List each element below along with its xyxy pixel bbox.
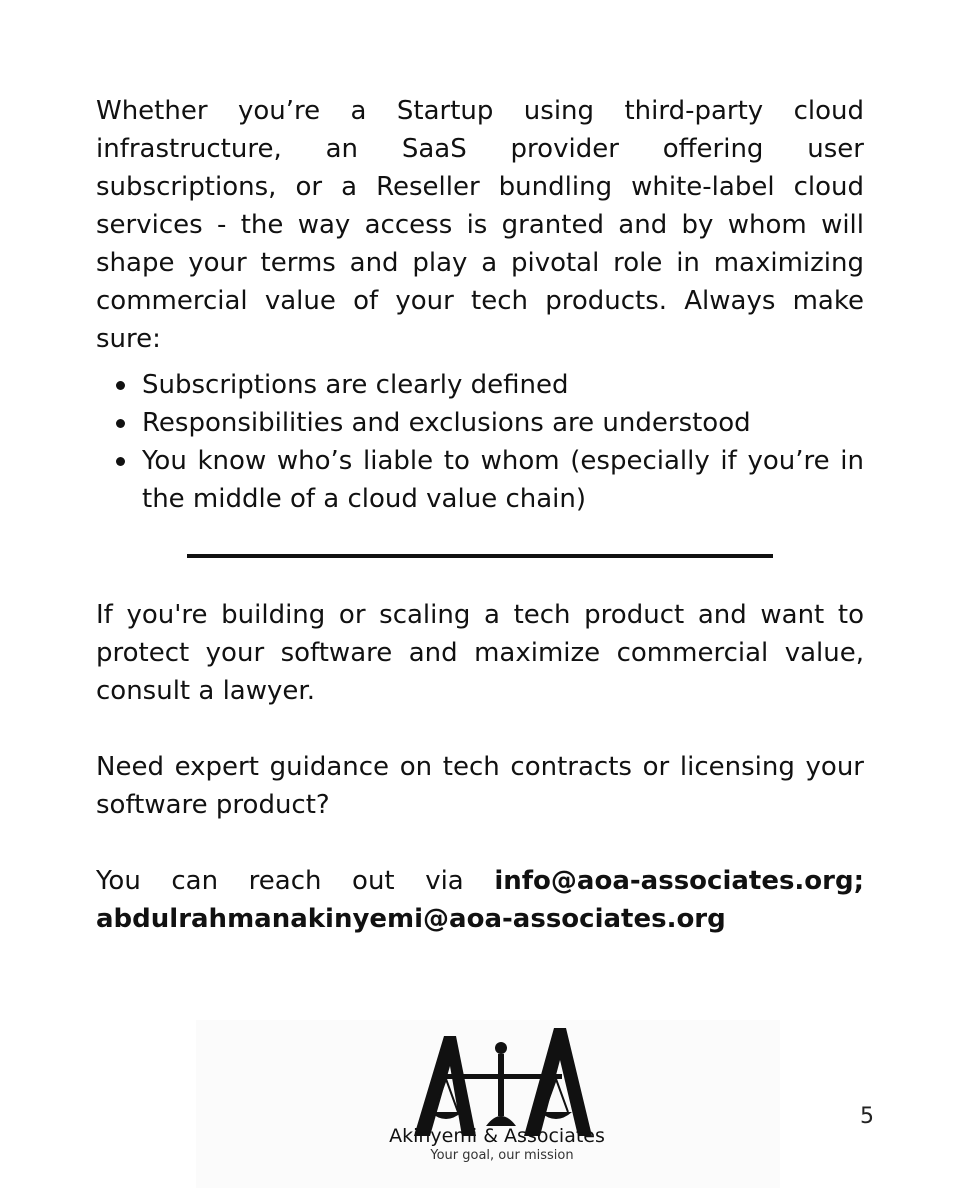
consult-paragraph: If you're building or scaling a tech product and want to protect your software and maximize commercial value, consult a lawyer. <box>96 600 864 706</box>
outro-section <box>96 596 864 938</box>
contact-paragraph <box>96 862 864 938</box>
intro-section <box>96 92 864 518</box>
list-item: Subscriptions are clearly defined <box>96 366 864 404</box>
email-link-info[interactable]: info@aoa-associates.org; <box>494 866 865 896</box>
section-divider <box>187 554 773 558</box>
guidance-paragraph: Need expert guidance on tech contracts or licensing your software product? <box>96 752 864 820</box>
list-item: You know who’s liable to whom (especially if you’re in the middle of a cloud value chain) <box>96 442 864 518</box>
list-item: Responsibilities and exclusions are understood <box>96 404 864 442</box>
firm-tagline: Your goal, our mission <box>430 1148 574 1163</box>
firm-name: Akinyemi & Associates <box>389 1125 605 1147</box>
email-link-abdulrahman[interactable]: abdulrahmanakinyemi@aoa-associates.org <box>96 904 726 934</box>
checklist <box>96 366 864 518</box>
page-number: 5 <box>860 1104 874 1129</box>
contact-prefix: You can reach out via <box>96 866 464 896</box>
firm-logo-panel <box>196 1020 780 1188</box>
intro-paragraph: Whether you’re a Startup using third-party cloud infrastructure, an SaaS provider offering user subscriptions, or a Reseller bundling white-label cloud services - the way access is granted and by whom will shape your terms and play a pivotal role in maximizing commercial value of your tech products. Always make sure: <box>96 96 864 354</box>
contact-line <box>96 862 864 900</box>
